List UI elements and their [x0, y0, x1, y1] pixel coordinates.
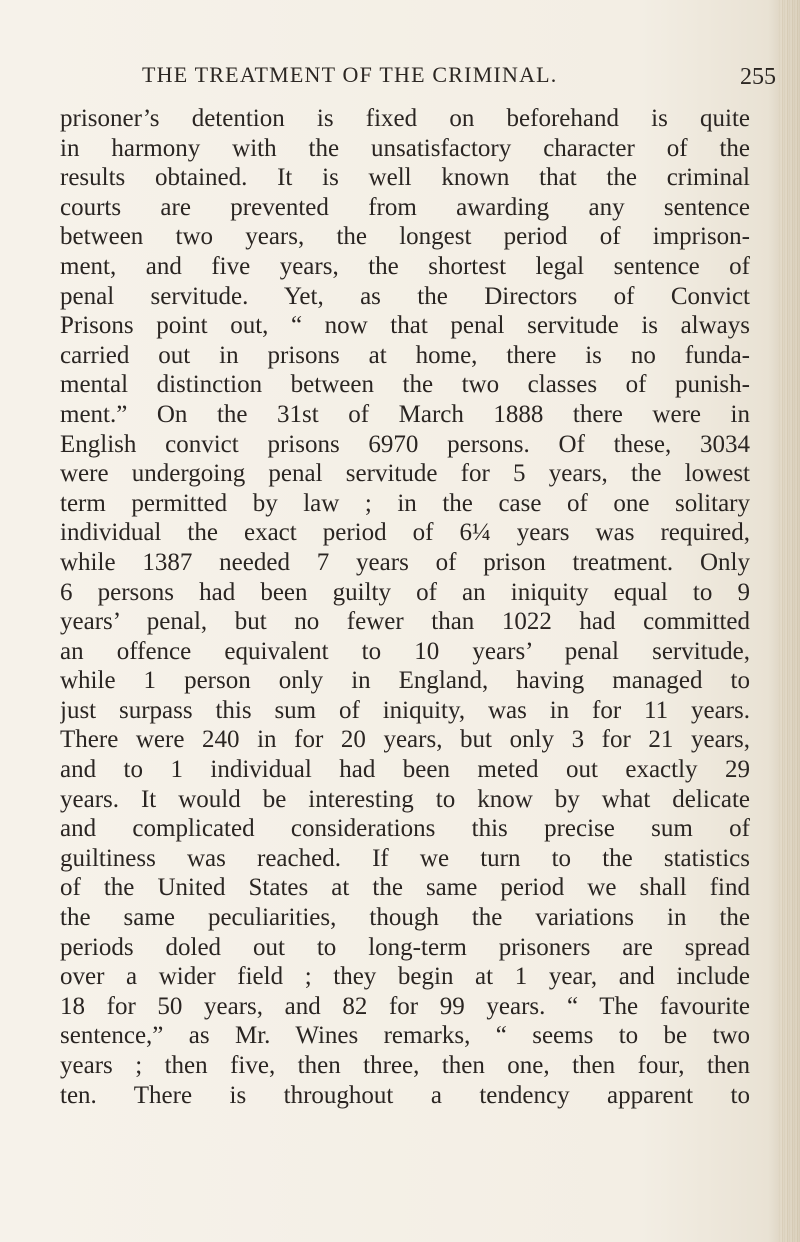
text-line: penal servitude. Yet, as the Directors of Convict [60, 282, 750, 310]
text-line: just surpass this sum of iniquity, was in for 11 years. [60, 696, 750, 724]
text-line: There were 240 in for 20 years, but only 3 for 21 years, [60, 726, 750, 754]
text-line: in harmony with the unsatisfactory character of the [60, 134, 750, 162]
text-line: and complicated considerations this precise sum of [60, 815, 750, 843]
text-line: English convict prisons 6970 persons. Of these, 3034 [60, 430, 750, 458]
text-line: results obtained. It is well known that the criminal [60, 164, 750, 192]
text-line: 6 persons had been guilty of an iniquity equal to 9 [60, 578, 750, 606]
text-line: mental distinction between the two classes of punish- [60, 371, 750, 399]
text-line: of the United States at the same period we shall find [60, 874, 750, 902]
text-line: were undergoing penal servitude for 5 years, the lowest [60, 460, 750, 488]
text-line: term permitted by law ; in the case of one solitary [60, 489, 750, 517]
text-line: ment, and five years, the shortest legal sentence of [60, 252, 750, 280]
text-line: ment.” On the 31st of March 1888 there were in [60, 400, 750, 428]
text-line: carried out in prisons at home, there is no funda- [60, 341, 750, 369]
text-line: between two years, the longest period of imprison- [60, 223, 750, 251]
text-line: the same peculiarities, though the variations in the [60, 904, 750, 932]
text-line: courts are prevented from awarding any sentence [60, 193, 750, 221]
page-number: 255 [740, 64, 776, 90]
text-line: and to 1 individual had been meted out exactly 29 [60, 756, 750, 784]
text-line: years ; then five, then three, then one, then four, then [60, 1052, 750, 1079]
text-line: over a wider field ; they begin at 1 year, and include [60, 963, 750, 991]
text-line: an offence equivalent to 10 years’ penal servitude, [60, 637, 750, 665]
text-line: Prisons point out, “ now that penal servitude is always [60, 312, 750, 340]
text-line: guiltiness was reached. If we turn to the statistics [60, 844, 750, 872]
text-line: years’ penal, but no fewer than 1022 had committed [60, 608, 750, 636]
page-gutter [778, 0, 800, 1242]
body-paragraph [60, 104, 750, 1110]
text-line: years. It would be interesting to know by what delicate [60, 785, 750, 813]
running-title: THE TREATMENT OF THE CRIMINAL. [142, 62, 558, 87]
text-line: while 1 person only in England, having managed to [60, 667, 750, 695]
text-line: sentence,” as Mr. Wines remarks, “ seems to be two [60, 1022, 750, 1050]
text-line: 18 for 50 years, and 82 for 99 years. “ The favourite [60, 992, 750, 1020]
text-line: individual the exact period of 6¼ years was required, [60, 519, 750, 547]
text-line: periods doled out to long-term prisoners are spread [60, 933, 750, 961]
text-line: while 1387 needed 7 years of prison treatment. Only [60, 548, 750, 576]
text-line: ten. There is throughout a tendency apparent to [60, 1081, 750, 1109]
text-line: prisoner’s detention is fixed on beforehand is quite [60, 105, 750, 132]
